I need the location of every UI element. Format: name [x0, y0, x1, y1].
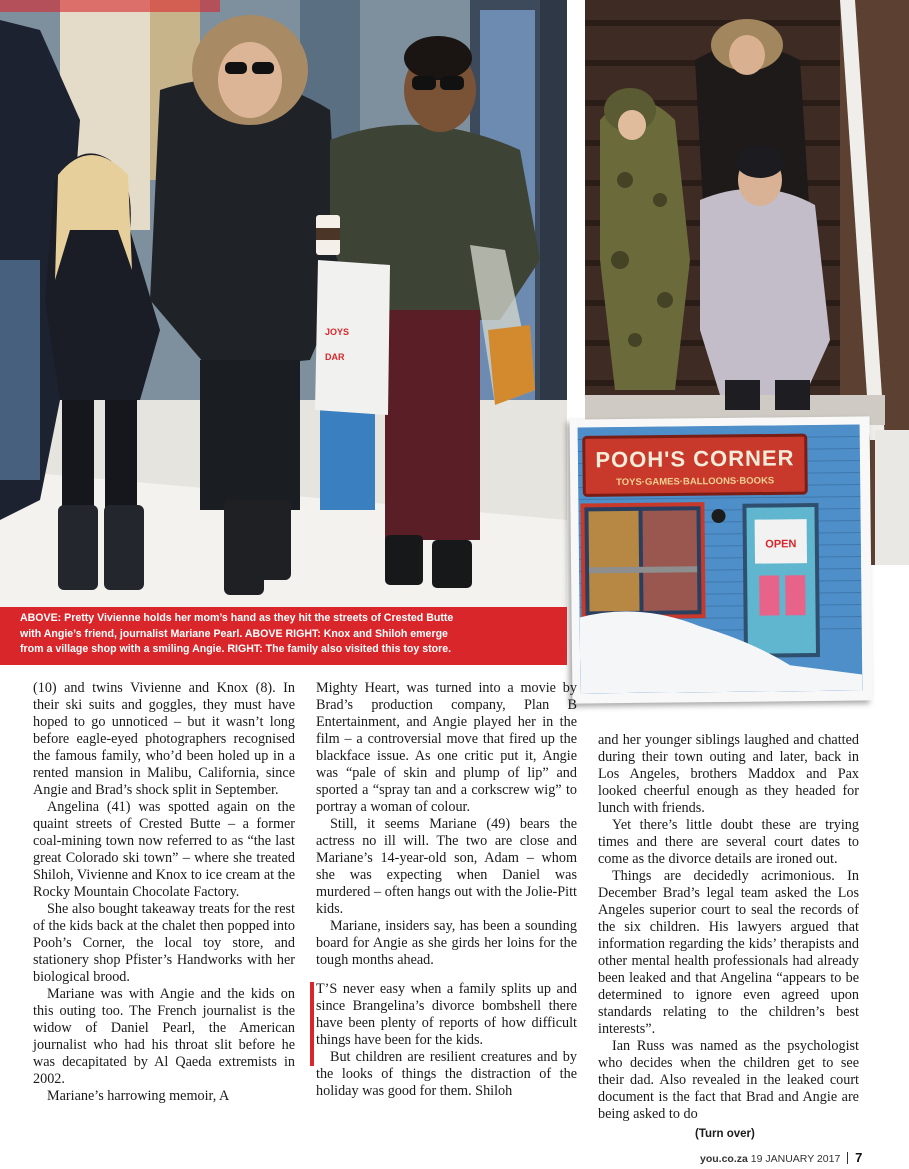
footer-site: you.co.za	[700, 1153, 748, 1165]
article-paragraph: Mariane was with Angie and the kids on this outing too. The French journalist is the widow of Daniel Pearl, the American journalist who had his throat slit before he was decapitated by Al Qaeda extremists in 2002.	[33, 986, 295, 1087]
drop-cap-bar	[310, 982, 314, 1066]
main-street-photo	[0, 0, 567, 607]
article-paragraph: Mariane’s harrowing memoir, A	[47, 1088, 230, 1104]
store-door-sign: OPEN	[765, 538, 797, 551]
article-paragraph: She also bought takeaway treats for the rest of the kids back at the chalet then popped into Pooh’s Corner, the local toy store, and stationery shop Pfister’s Handworks with her biological brood.	[33, 901, 295, 985]
article-column-2	[316, 680, 577, 1100]
section-break-paragraph	[316, 981, 577, 1049]
article-column-3	[598, 732, 859, 1123]
street-scene-illustration	[0, 0, 567, 607]
article-paragraph: and her younger siblings laughed and chatted during their town outing and later, back in Los Angeles, brothers Maddox and Pax looked cheerful enough as they headed for lunch with friends.	[598, 732, 859, 816]
article-paragraph: Mighty Heart, was turned into a movie by Brad’s production company, Plan B Entertainment, and Angie played her in the film – a controversial move that fired up the blackface issue. As one critic put it, Angie was “pale of skin and plump of lip” and sported a “spray tan and a corkscrew wig” to portray a woman of colour.	[316, 680, 577, 815]
footer-divider	[847, 1152, 848, 1164]
caption-line-3: from a village shop with a smiling Angie. RIGHT: The family also visited this toy store.	[20, 643, 452, 655]
caption-line-2: with Angie’s friend, journalist Mariane Pearl. ABOVE RIGHT: Knox and Shiloh emerge	[20, 627, 448, 640]
article-paragraph: Angelina (41) was spotted again on the quaint streets of Crested Butte – a former coal-mining town now referred to as “the last great Colorado ski town” – where she treated Shiloh, Vivienne and Knox to ice cream at the Rocky Mountain Chocolate Factory.	[33, 799, 295, 900]
page-number: 7	[855, 1150, 863, 1165]
article-paragraph: T’S never easy when a family splits up and since Brangelina’s divorce bombshell there have been plenty of reports of how difficult things have been for the kids.	[316, 981, 577, 1048]
toy-store-illustration	[578, 425, 863, 694]
article-paragraph: But children are resilient creatures and by the looks of things the distraction of the holiday was good for them. Shiloh	[316, 1049, 577, 1099]
turn-over-label: (Turn over)	[695, 1128, 755, 1140]
toy-store-photo	[570, 416, 873, 703]
article-paragraph: Mariane, insiders say, has been a sounding board for Angie as she girds her loins for the tough months ahead.	[316, 918, 577, 968]
photo-caption	[0, 607, 567, 665]
article-paragraph: Yet there’s little doubt these are trying times and there are several court dates to come as the divorce details are ironed out.	[598, 817, 859, 867]
page-footer	[700, 1150, 862, 1165]
article-column-1	[33, 680, 295, 1105]
store-sign-subtitle: TOYS·GAMES·BALLOONS·BOOKS	[616, 475, 775, 489]
footer-date: 19 JANUARY 2017	[750, 1153, 841, 1165]
store-sign-title: POOH'S CORNER	[595, 445, 795, 473]
toy-store-image	[578, 425, 863, 694]
caption-line-1: ABOVE: Pretty Vivienne holds her mom’s hand as they hit the streets of Crested Butte	[20, 612, 454, 624]
article-paragraph: Ian Russ was named as the psychologist who decides when the children get to see their dad. Also revealed in the leaked court document is the fact that Brad and Angie are being asked to do	[598, 1038, 859, 1122]
article-paragraph: Still, it seems Mariane (49) bears the actress no ill will. The two are close and Mariane’s 14-year-old son, Adam – whom she was expecting when Daniel was murdered – often hangs out with the Jolie-Pitt kids.	[316, 816, 577, 917]
article-paragraph: (10) and twins Vivienne and Knox (8). In their ski suits and goggles, they must have hoped to go unnoticed – but it wasn’t long before eagle-eyed photographers recognised the famous family, who’d been holed up in a rented mansion in Malibu, California, since Angie and Brad’s shock split in September.	[33, 680, 295, 798]
article-paragraph: Things are decidedly acrimonious. In December Brad’s legal team asked the Los Angeles superior court to seal the records of the six children. His lawyers argued that information regarding the kids’ therapists and other mental health professionals had already been leaked and that Angelina “appears to be determined to ignore even agreed upon standards relating to the children’s best interests”.	[598, 868, 859, 1037]
bag-text-2: DAR	[325, 352, 345, 362]
bag-text-1: JOYS	[325, 327, 350, 337]
